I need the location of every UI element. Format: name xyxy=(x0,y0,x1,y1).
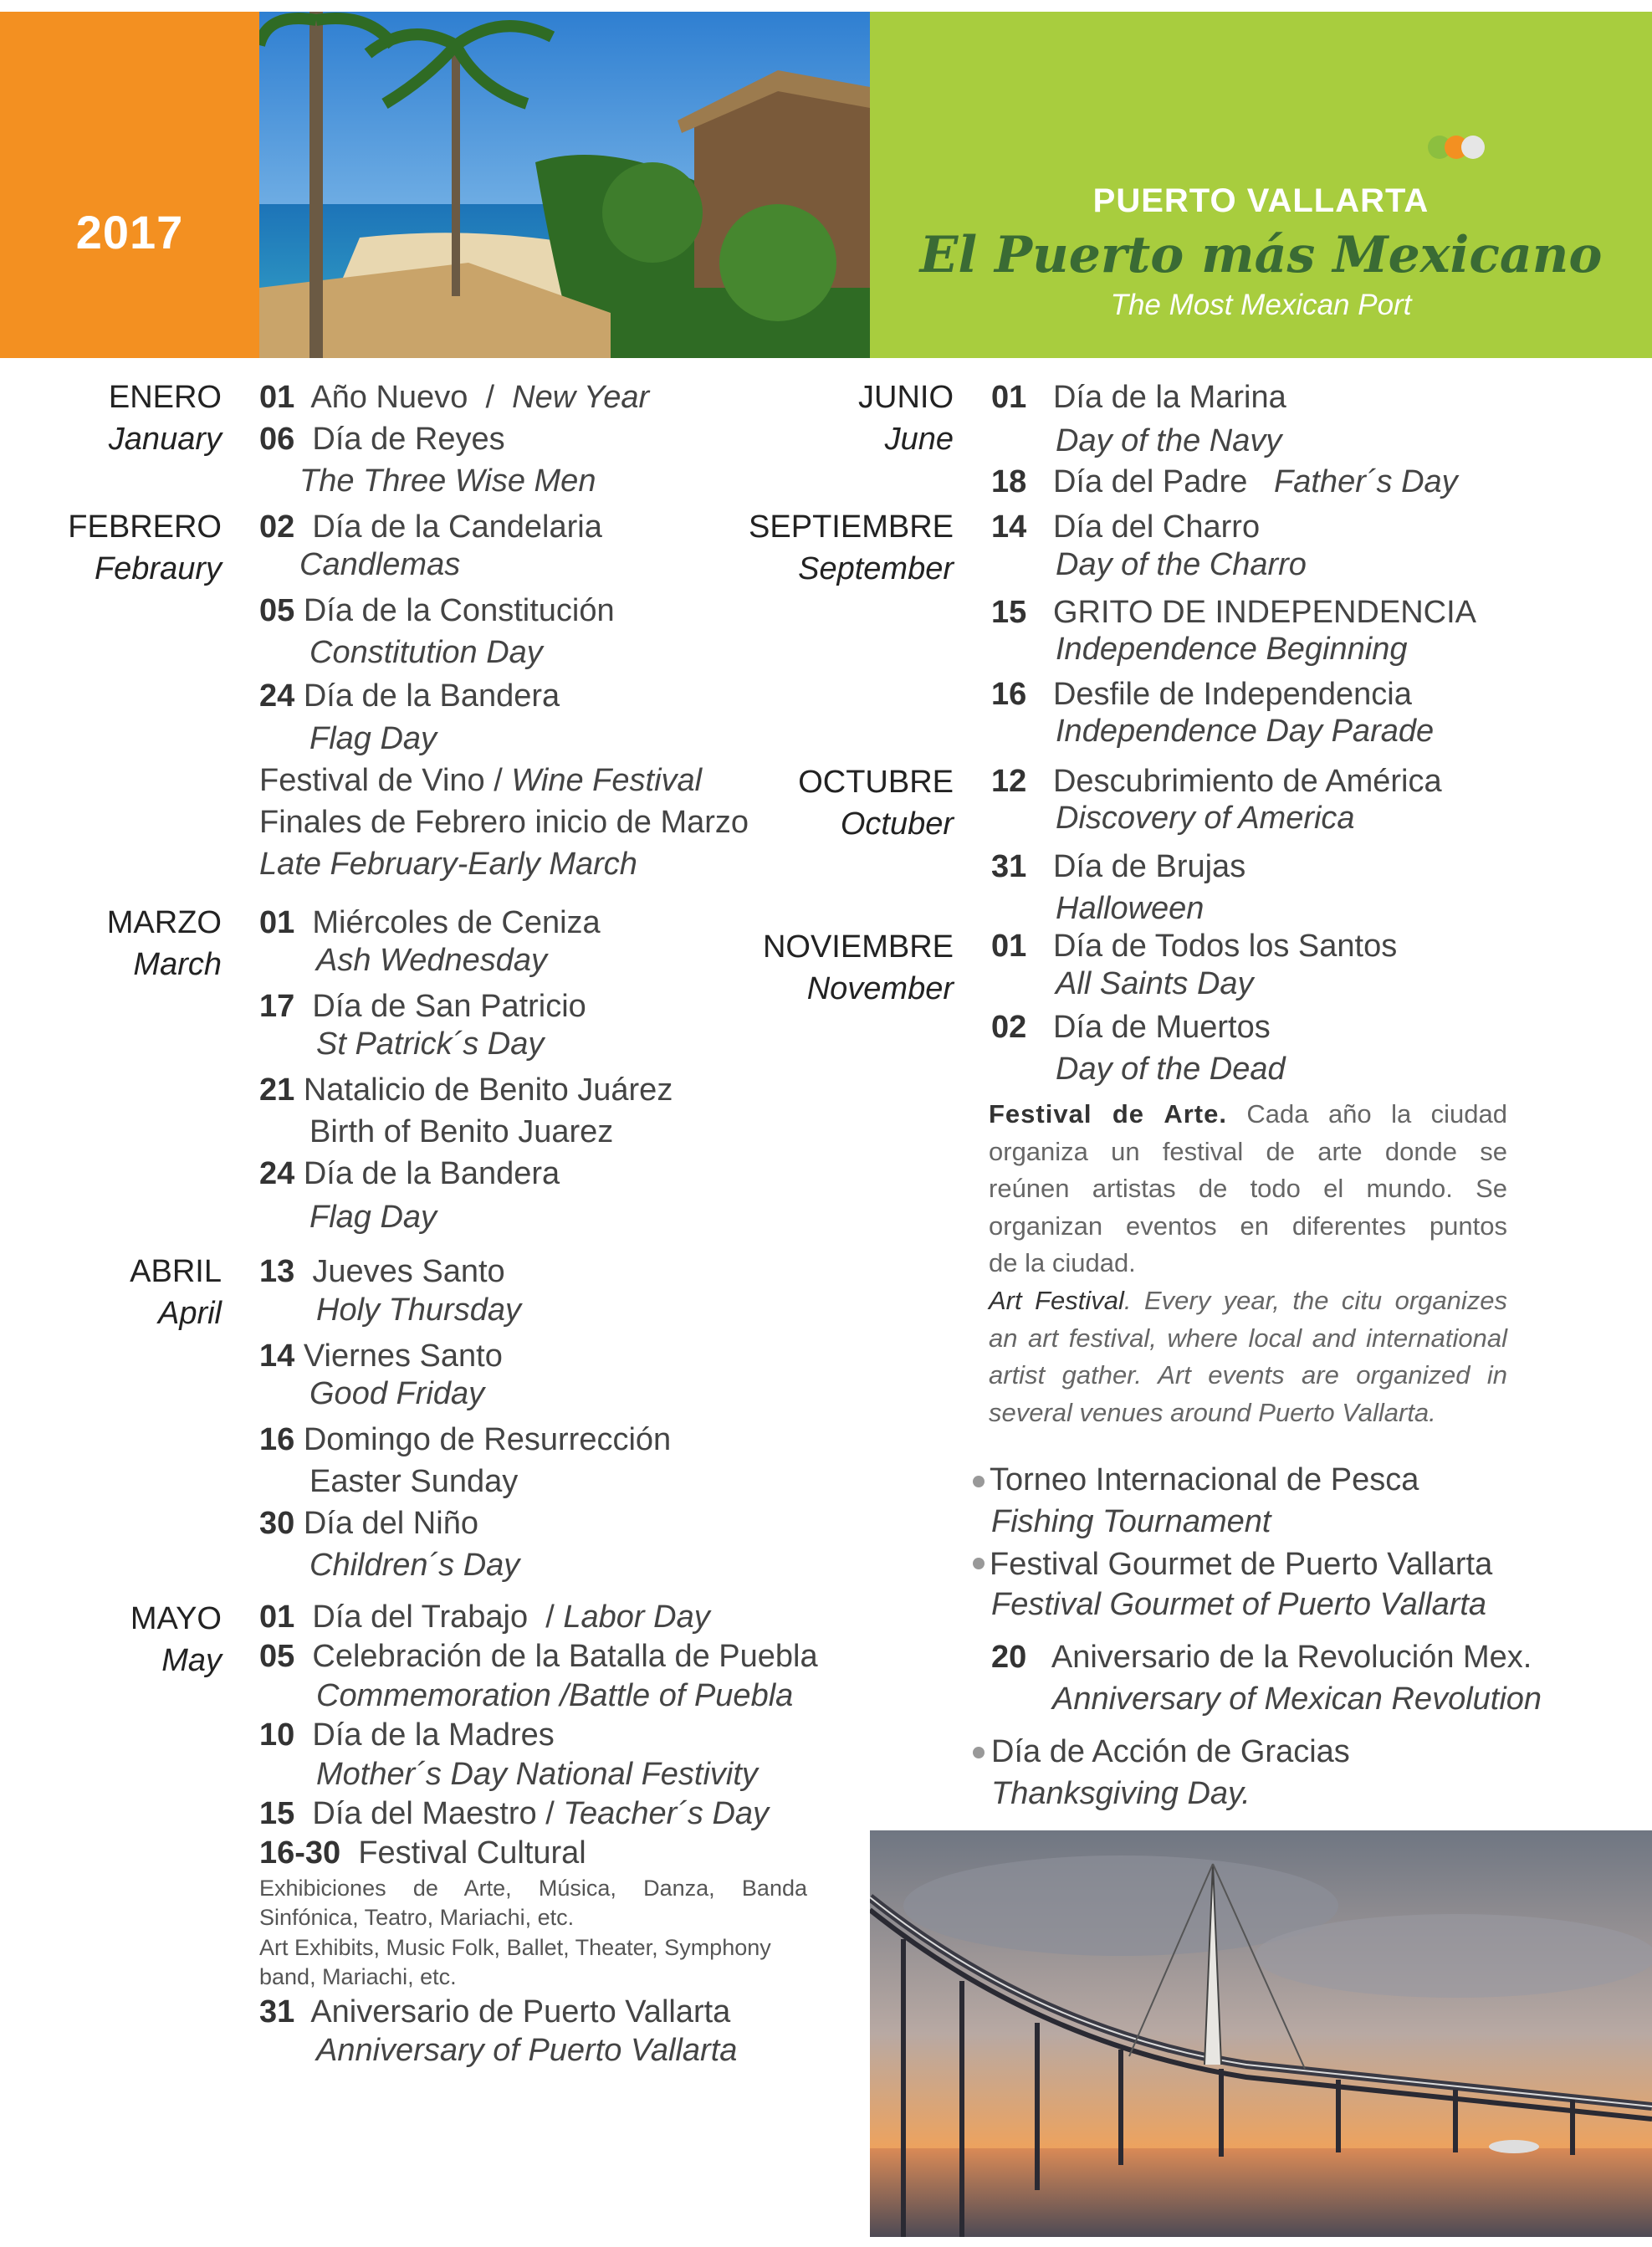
event-thanks-en: Thanksgiving Day. xyxy=(991,1776,1251,1811)
event-0106-en: The Three Wise Men xyxy=(299,463,596,499)
event-0914-en: Day of the Charro xyxy=(1056,547,1307,582)
event-0430-en: Children´s Day xyxy=(309,1548,520,1583)
event-0205: 05 Día de la Constitución xyxy=(259,593,615,628)
event-fishing: Torneo Internacional de Pesca xyxy=(990,1462,1419,1497)
month-noviembre: NOVIEMBRE November xyxy=(762,929,954,1006)
month-octubre: OCTUBRE Octuber xyxy=(798,765,954,842)
brand-tagline: The Most Mexican Port xyxy=(1110,289,1412,321)
event-gourmet: Festival Gourmet de Puerto Vallarta xyxy=(990,1547,1493,1582)
year-label: 2017 xyxy=(75,206,184,258)
event-0915-en: Independence Beginning xyxy=(1056,632,1408,667)
month-mayo: MAYO May xyxy=(130,1601,222,1678)
event-0324: 24 Día de la Bandera xyxy=(259,1156,560,1191)
event-0324-en: Flag Day xyxy=(309,1200,437,1235)
event-0516-detail-en-1: Art Exhibits, Music Folk, Ballet, Theater, Symphony xyxy=(259,1935,771,1960)
event-thanks: Día de Acción de Gracias xyxy=(991,1734,1350,1769)
month-abril: ABRIL April xyxy=(130,1254,222,1331)
event-wine: Festival de Vino / Wine Festival xyxy=(259,763,703,798)
brand-title: PUERTO VALLARTA xyxy=(1092,182,1430,219)
event-0505-en: Commemoration /Battle of Puebla xyxy=(316,1678,794,1713)
event-0321-en: Birth of Benito Juarez xyxy=(309,1114,614,1149)
event-1012: 12 Descubrimiento de América xyxy=(991,764,1442,799)
event-0416-en: Easter Sunday xyxy=(309,1464,519,1499)
event-0301: 01 Miércoles de Ceniza xyxy=(259,905,601,940)
month-junio: JUNIO June xyxy=(858,380,954,457)
event-0317: 17 Día de San Patricio xyxy=(259,989,586,1024)
month-febrero: FEBRERO Febraury xyxy=(68,509,222,586)
event-1031: 31 Día de Brujas xyxy=(991,849,1246,884)
event-0515: 15 Día del Maestro / Teacher´s Day xyxy=(259,1796,770,1831)
event-0505: 05 Celebración de la Batalla de Puebla xyxy=(259,1639,818,1674)
event-0202: 02 Día de la Candelaria xyxy=(259,509,602,545)
month-septiembre: SEPTIEMBRE September xyxy=(749,509,954,586)
event-1101: 01 Día de Todos los Santos xyxy=(991,929,1398,964)
event-0416: 16 Domingo de Resurrección xyxy=(259,1422,672,1457)
bullet-icon xyxy=(973,1476,985,1487)
event-0516-detail-es-2: Sinfónica, Teatro, Mariachi, etc. xyxy=(259,1905,575,1930)
event-0106: 06 Día de Reyes xyxy=(259,422,505,457)
event-1102-en: Day of the Dead xyxy=(1056,1052,1286,1087)
event-fishing-en: Fishing Tournament xyxy=(991,1504,1271,1539)
event-1012-en: Discovery of America xyxy=(1056,801,1355,836)
event-wine-date: Finales de Febrero inicio de Marzo xyxy=(259,805,749,840)
event-1120-en: Anniversary of Mexican Revolution xyxy=(1052,1681,1542,1717)
year-banner xyxy=(0,12,259,358)
event-0531: 31 Aniversario de Puerto Vallarta xyxy=(259,1994,731,2029)
event-0916: 16 Desfile de Independencia xyxy=(991,677,1412,712)
art-festival-en: Art Festival. Every year, the citu organizes an art festival, where local and international artist gather. Art events are organized in several venues around Puerto Vallarta. xyxy=(989,1286,1508,1427)
brand-slogan: El Puerto más Mexicano xyxy=(919,226,1603,284)
event-0916-en: Independence Day Parade xyxy=(1056,714,1435,749)
event-0413: 13 Jueves Santo xyxy=(259,1254,505,1289)
month-marzo: MARZO March xyxy=(106,905,222,982)
bullet-icon xyxy=(973,1747,985,1758)
event-1120: 20 Aniversario de la Revolución Mex. xyxy=(991,1640,1532,1675)
month-enero: ENERO January xyxy=(108,380,222,457)
event-0224-en: Flag Day xyxy=(309,721,437,756)
event-0202-en: Candlemas xyxy=(299,547,461,582)
event-0510: 10 Día de la Madres xyxy=(259,1717,555,1753)
event-gourmet-en: Festival Gourmet of Puerto Vallarta xyxy=(991,1587,1487,1622)
bullet-icon xyxy=(973,1558,985,1569)
event-wine-date-en: Late February-Early March xyxy=(259,847,637,882)
event-1101-en: All Saints Day xyxy=(1056,966,1254,1001)
event-0914: 14 Día del Charro xyxy=(991,509,1261,545)
event-0618: 18 Día del Padre Father´s Day xyxy=(991,464,1458,499)
event-0317-en: St Patrick´s Day xyxy=(316,1026,545,1062)
event-0915: 15 GRITO DE INDEPENDENCIA xyxy=(991,595,1477,630)
event-0414: 14 Viernes Santo xyxy=(259,1338,503,1374)
logo-dots-icon xyxy=(1426,134,1493,161)
event-1102: 02 Día de Muertos xyxy=(991,1010,1271,1045)
art-festival-es: Festival de Arte. Cada año la ciudad organiza un festival de arte donde se reúnen artistas de todo el mundo. Se organizan eventos en diferentes puntos de la ciudad. xyxy=(989,1099,1507,1277)
event-0430: 30 Día del Niño xyxy=(259,1506,478,1541)
event-0510-en: Mother´s Day National Festivity xyxy=(316,1757,758,1792)
event-0205-en: Constitution Day xyxy=(309,635,543,670)
event-0501: 01 Día del Trabajo / Labor Day xyxy=(259,1600,710,1635)
event-0601: 01 Día de la Marina xyxy=(991,380,1286,415)
event-0413-en: Holy Thursday xyxy=(316,1292,521,1328)
event-0301-en: Ash Wednesday xyxy=(316,943,548,978)
event-0516-detail-es-1: Exhibiciones de Arte, Música, Danza, Banda xyxy=(259,1876,807,1901)
event-1031-en: Halloween xyxy=(1056,891,1204,926)
event-0601-en: Day of the Navy xyxy=(1056,423,1282,458)
pier-photo xyxy=(870,1830,1652,2237)
beach-photo xyxy=(259,12,870,358)
event-0321: 21 Natalicio de Benito Juárez xyxy=(259,1072,673,1108)
event-0516: 16-30 Festival Cultural xyxy=(259,1835,586,1871)
event-0516-detail-en-2: band, Mariachi, etc. xyxy=(259,1964,457,1989)
event-0531-en: Anniversary of Puerto Vallarta xyxy=(316,2033,738,2068)
event-0101: 01 Año Nuevo / New Year xyxy=(259,380,650,415)
event-0224: 24 Día de la Bandera xyxy=(259,678,560,714)
event-0414-en: Good Friday xyxy=(309,1376,485,1411)
